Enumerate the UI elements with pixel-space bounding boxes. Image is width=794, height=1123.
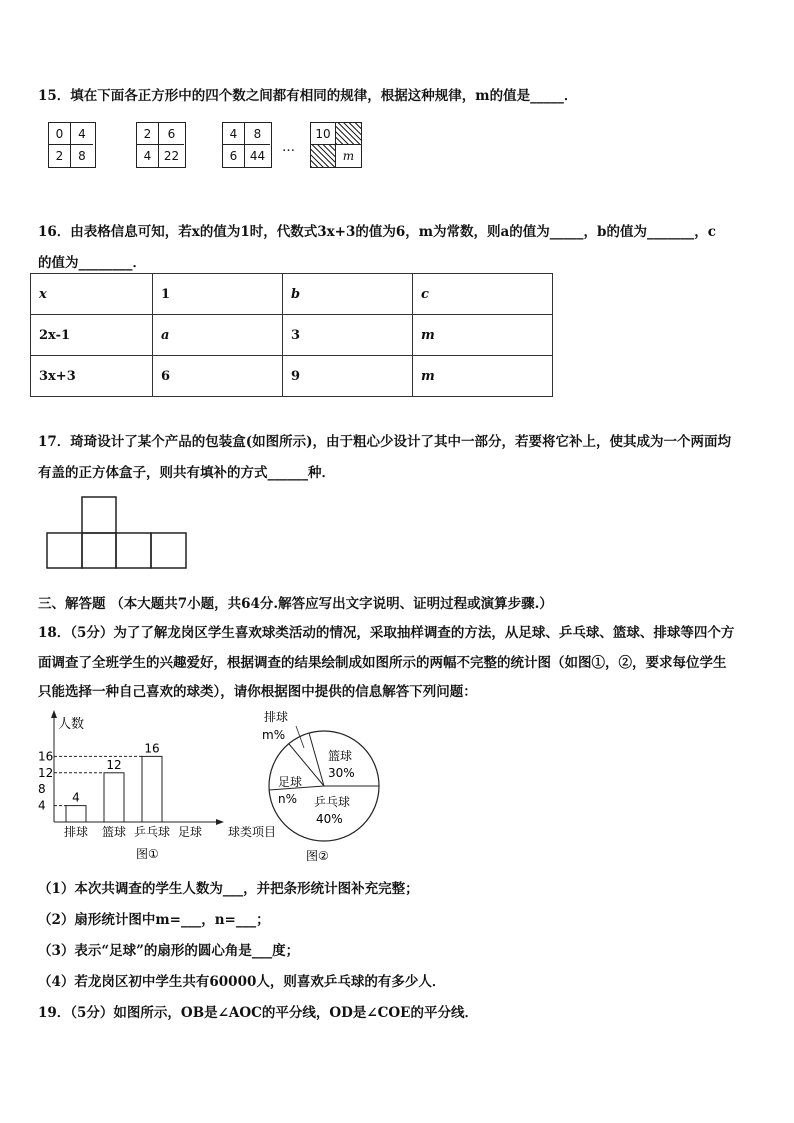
square-cell: 10 xyxy=(311,123,336,145)
bar xyxy=(66,806,86,822)
slice-label-basketball: 篮球 xyxy=(328,749,353,763)
square-cell: 44 xyxy=(249,149,266,163)
table-row xyxy=(31,356,553,397)
y-axis-title: 人数 xyxy=(58,717,85,732)
table-cell: 3x+3 xyxy=(31,356,153,397)
table-cell: m xyxy=(413,315,553,356)
table-cell: m xyxy=(413,356,553,397)
square-3 xyxy=(222,122,272,168)
table-cell: c xyxy=(413,274,553,315)
box-net-figure xyxy=(46,496,188,570)
net-square-top xyxy=(82,497,116,533)
net-square xyxy=(151,533,186,568)
q18-text-line3: 只能选择一种自己喜欢的球类），请你根据图中提供的信息解答下列问题： xyxy=(38,684,477,700)
slice-value-pingpong: 40% xyxy=(316,812,343,826)
x-tick-label: 足球 xyxy=(177,825,203,839)
table-cell: x xyxy=(31,274,153,315)
slice-label-pingpong: 乒乓球 xyxy=(314,795,351,809)
square-cell: 0 xyxy=(49,123,71,145)
q16-text-line1: 16．由表格信息可知，若x的值为1时，代数式3x+3的值为6，m为常数，则a的值为_____，b的值为_______，c xyxy=(38,224,716,240)
slice-label-volleyball: 排球 xyxy=(264,710,289,724)
table-cell: a xyxy=(153,315,283,356)
x-tick-label: 排球 xyxy=(63,825,89,839)
square-cell: 6 xyxy=(159,123,184,145)
q18-sub1: （1）本次共调查的学生人数为___，并把条形统计图补充完整； xyxy=(38,881,419,897)
pie-chart xyxy=(258,706,388,866)
chart-title: 图① xyxy=(136,847,159,861)
bar-value-label: 4 xyxy=(72,790,80,805)
table-row xyxy=(31,274,553,315)
q18-sub2: （2）扇形统计图中m=___，n=___； xyxy=(38,912,270,928)
y-tick-label: 16 xyxy=(38,749,54,764)
net-square xyxy=(116,533,151,568)
square-4 xyxy=(310,122,362,168)
q16-text-line2: 的值为________． xyxy=(38,255,146,271)
q18-sub4: （4）若龙岗区初中学生共有60000人，则喜欢乒乓球的有多少人． xyxy=(38,974,446,990)
q18-text-line2: 面调查了全班学生的兴趣爱好，根据调查的结果绘制成如图所示的两幅不完整的统计图（如图①，②，要求每位学生 xyxy=(38,655,727,671)
y-tick-label: 8 xyxy=(38,782,46,797)
table-cell: 9 xyxy=(283,356,413,397)
square-cell: 4 xyxy=(71,123,93,145)
x-tick-label: 乒乓球 xyxy=(133,825,171,839)
table-cell: 2x-1 xyxy=(31,315,153,356)
square-cell: m xyxy=(342,149,355,163)
slice-value-volleyball: m% xyxy=(262,728,286,742)
net-square xyxy=(47,533,82,568)
square-cell: 2 xyxy=(137,123,159,145)
bar-value-label: 12 xyxy=(106,757,122,772)
square-cell: 8 xyxy=(245,123,270,145)
chart-title: 图② xyxy=(306,849,329,863)
square-cell: 4 xyxy=(137,145,159,167)
q19-text: 19．（5分）如图所示，OB是∠AOC的平分线，OD是∠COE的平分线． xyxy=(38,1005,478,1021)
square-cell: 22 xyxy=(163,149,180,163)
table-cell: 3 xyxy=(283,315,413,356)
square-cell: 6 xyxy=(223,145,245,167)
pie-divider xyxy=(309,733,324,786)
hatched-cell xyxy=(311,145,336,167)
table-cell: 1 xyxy=(153,274,283,315)
q18-sub3: （3）表示“足球”的扇形的圆心角是___度； xyxy=(38,943,300,959)
y-tick-label: 12 xyxy=(38,765,54,780)
bar xyxy=(142,756,162,822)
y-axis-arrow xyxy=(51,710,57,718)
table-cell: 6 xyxy=(153,356,283,397)
square-cell: 2 xyxy=(49,145,71,167)
q17-text-line1: 17．琦琦设计了某个产品的包装盒(如图所示)，由于粗心少设计了其中一部分，若要将它补上，使其成为一个两面均 xyxy=(38,434,732,450)
table-cell: b xyxy=(283,274,413,315)
label-leader xyxy=(296,726,304,748)
slice-value-football: n% xyxy=(278,792,298,806)
bar-chart xyxy=(30,710,280,865)
x-axis-title: 球类项目 xyxy=(228,825,277,839)
x-tick-label: 篮球 xyxy=(101,825,127,839)
q16-table xyxy=(30,273,553,397)
square-cell: 8 xyxy=(78,149,86,163)
q18-text-line1: 18．（5分）为了了解龙岗区学生喜欢球类活动的情况，采取抽样调查的方法，从足球、乒乓球、篮球、排球等四个方 xyxy=(38,625,735,641)
slice-label-football: 足球 xyxy=(278,775,303,789)
bar xyxy=(104,773,124,822)
square-2 xyxy=(136,122,186,168)
square-1 xyxy=(48,122,96,168)
y-tick-label: 4 xyxy=(38,798,46,813)
net-square xyxy=(82,533,116,568)
table-row xyxy=(31,315,553,356)
square-cell: 4 xyxy=(223,123,245,145)
bar-value-label: 16 xyxy=(144,741,160,756)
slice-value-basketball: 30% xyxy=(328,766,355,780)
ellipsis: … xyxy=(282,140,295,155)
hatched-cell xyxy=(336,123,361,145)
q17-text-line2: 有盖的正方体盒子，则共有填补的方式______种． xyxy=(38,465,335,481)
x-axis-arrow xyxy=(216,819,224,825)
q15-text: 15．填在下面各正方形中的四个数之间都有相同的规律，根据这种规律，m的值是_____． xyxy=(38,88,578,104)
section-heading: 三、解答题 （本大题共7小题，共64分.解答应写出文字说明、证明过程或演算步骤.） xyxy=(38,596,553,612)
